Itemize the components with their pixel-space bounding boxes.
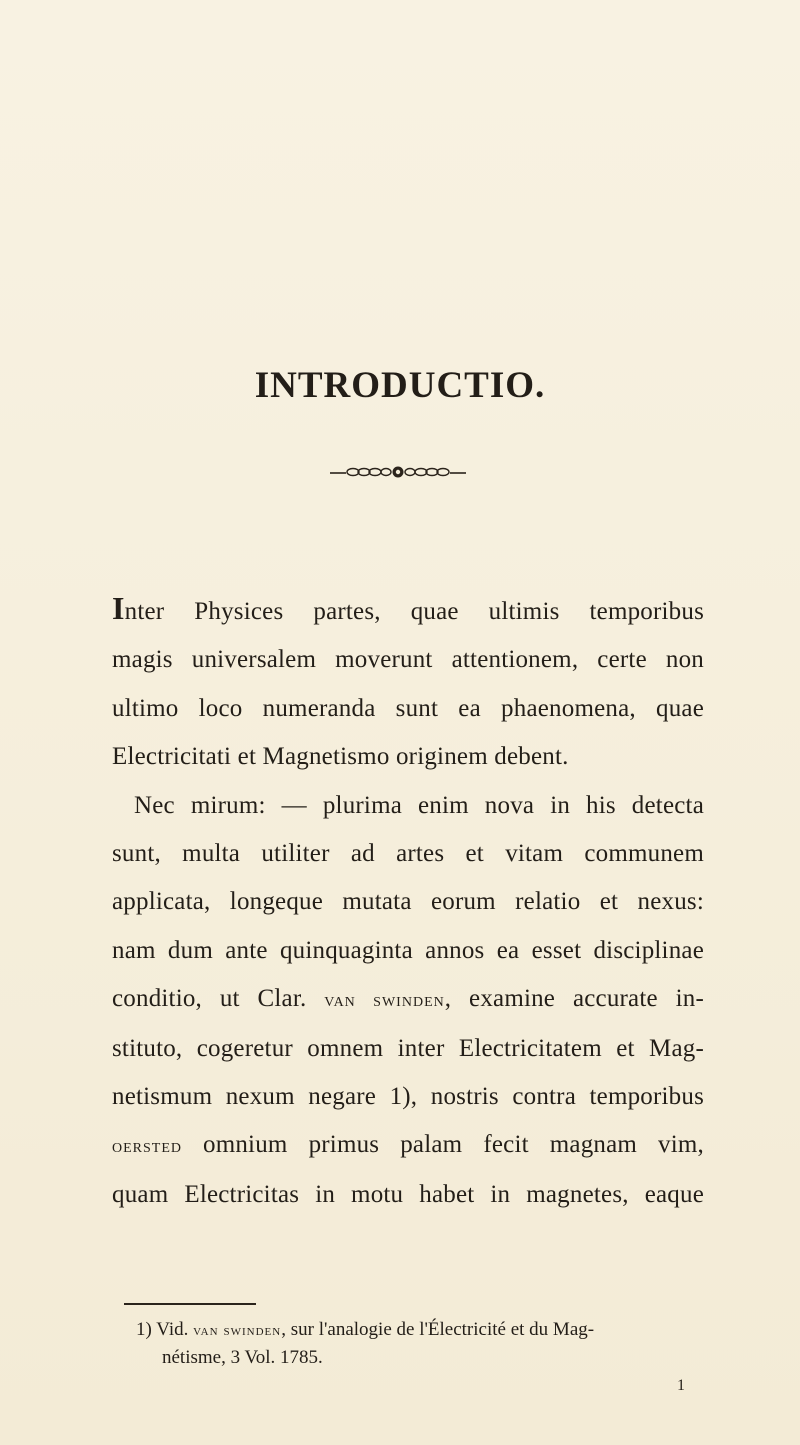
text-line: Electricitati et Magnetismo originem debent. <box>112 743 569 771</box>
text-line: magis universalem moverunt attentionem, certe non <box>112 646 704 674</box>
text-line: stituto, cogeretur omnem inter Electricitatem et Mag- <box>112 1034 704 1062</box>
text-line: sunt, multa utiliter ad artes et vitam communem <box>112 840 704 868</box>
line-text-after: omnium primus palam fecit magnam vim, <box>182 1131 704 1159</box>
text-line: quam Electricitas in motu habet in magnetes, eaque <box>112 1180 704 1208</box>
footnote-text-before: Vid. <box>151 1319 194 1340</box>
text-line: ultimo loco numeranda sunt ea phaenomena, quae <box>112 694 704 722</box>
text-line <box>112 1121 704 1170</box>
footnote-marker: 1) <box>136 1319 152 1340</box>
text-line: nam dum ante quinquaginta annos ea esset disciplinae <box>112 936 704 964</box>
page-title: INTRODUCTIO. <box>254 365 546 406</box>
text-line: applicata, longeque mutata eorum relatio et nexus: <box>112 888 704 916</box>
footnote-text-after: , sur l'analogie de l'Électricité et du Mag- <box>281 1319 595 1340</box>
line-text-after: , examine accurate in- <box>444 985 705 1013</box>
line-text-before: conditio, ut Clar. <box>112 985 325 1013</box>
footnote-rule <box>124 1303 256 1305</box>
line-text: nter Physices partes, quae ultimis temporibus <box>124 598 704 625</box>
footnote-line: nétisme, 3 Vol. 1785. <box>162 1347 323 1368</box>
text-line: netismum nexum negare 1), nostris contra temporibus <box>112 1083 704 1111</box>
text-line: Nec mirum: — plurima enim nova in his detecta <box>134 791 704 819</box>
drop-cap: I <box>112 590 125 626</box>
author-name-smallcaps: oersted <box>112 1135 182 1158</box>
page-number: 1 <box>677 1377 685 1394</box>
footnote-line <box>136 1316 704 1344</box>
text-line <box>112 975 704 1024</box>
author-name-smallcaps: van swinden <box>324 989 445 1012</box>
text-line <box>112 588 704 636</box>
footnote-author-smallcaps: van swinden <box>193 1322 282 1339</box>
ornament-divider <box>328 462 468 482</box>
footnote <box>136 1316 704 1371</box>
body-text <box>112 588 704 1219</box>
